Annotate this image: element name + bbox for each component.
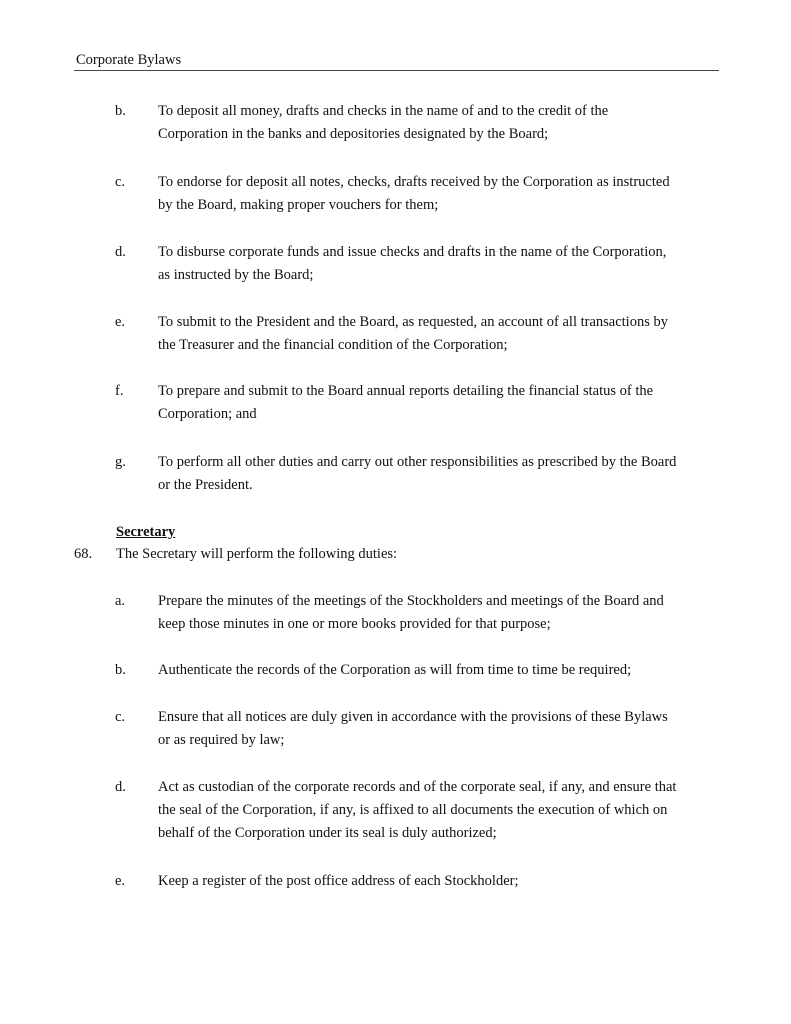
list-item-text [158,241,718,287]
text-line: by the Board, making proper vouchers for them; [158,197,439,213]
text-line: or as required by law; [158,732,285,748]
list-item-letter: d. [115,779,126,795]
text-line: To submit to the President and the Board, as requested, an account of all transactions by [158,314,668,330]
list-item-text [158,659,718,682]
text-line: To disburse corporate funds and issue checks and drafts in the name of the Corporation, [158,244,667,260]
text-line: Corporation in the banks and depositories designated by the Board; [158,126,549,142]
text-line: Prepare the minutes of the meetings of the Stockholders and meetings of the Board and [158,593,664,609]
list-item-letter: c. [115,174,126,190]
list-item-letter: e. [115,873,126,889]
text-line: Ensure that all notices are duly given in accordance with the provisions of these Bylaws [158,709,668,725]
paragraph-intro: The Secretary will perform the following duties: [116,546,398,562]
section-heading-secretary: Secretary [116,524,176,540]
list-item-text [158,171,718,217]
text-line: the seal of the Corporation, if any, is affixed to all documents the execution of which on [158,802,668,818]
list-item-text [158,776,718,845]
text-line: behalf of the Corporation under its seal is duly authorized; [158,825,497,841]
text-line: To prepare and submit to the Board annual reports detailing the financial status of the [158,383,654,399]
text-line: Authenticate the records of the Corporation as will from time to time be required; [158,662,632,678]
list-item-letter: g. [115,454,126,470]
text-line: To deposit all money, drafts and checks in the name of and to the credit of the [158,103,609,119]
list-item-text [158,706,718,752]
text-line: To perform all other duties and carry out other responsibilities as prescribed by the Board [158,454,677,470]
list-item-letter: c. [115,709,126,725]
text-line: keep those minutes in one or more books provided for that purpose; [158,616,551,632]
list-item-letter: b. [115,103,126,119]
paragraph-number: 68. [74,546,93,562]
list-item-letter: b. [115,662,126,678]
list-item-text [158,870,718,893]
text-line: Corporation; and [158,406,257,422]
running-header [74,52,719,71]
list-item-letter: a. [115,593,126,609]
text-line: Act as custodian of the corporate records and of the corporate seal, if any, and ensure that [158,779,677,795]
text-line: the Treasurer and the financial condition of the Corporation; [158,337,508,353]
text-line: or the President. [158,477,253,493]
text-line: To endorse for deposit all notes, checks, drafts received by the Corporation as instructed [158,174,670,190]
document-title: Corporate Bylaws [76,52,182,68]
list-item-text [158,451,718,497]
list-item-letter: f. [115,383,124,399]
list-item-text [158,380,718,426]
text-line: Keep a register of the post office address of each Stockholder; [158,873,519,889]
list-item-text [158,100,718,146]
list-item-letter: d. [115,244,126,260]
list-item-letter: e. [115,314,126,330]
text-line: as instructed by the Board; [158,267,314,283]
list-item-text [158,311,718,357]
list-item-text [158,590,718,636]
